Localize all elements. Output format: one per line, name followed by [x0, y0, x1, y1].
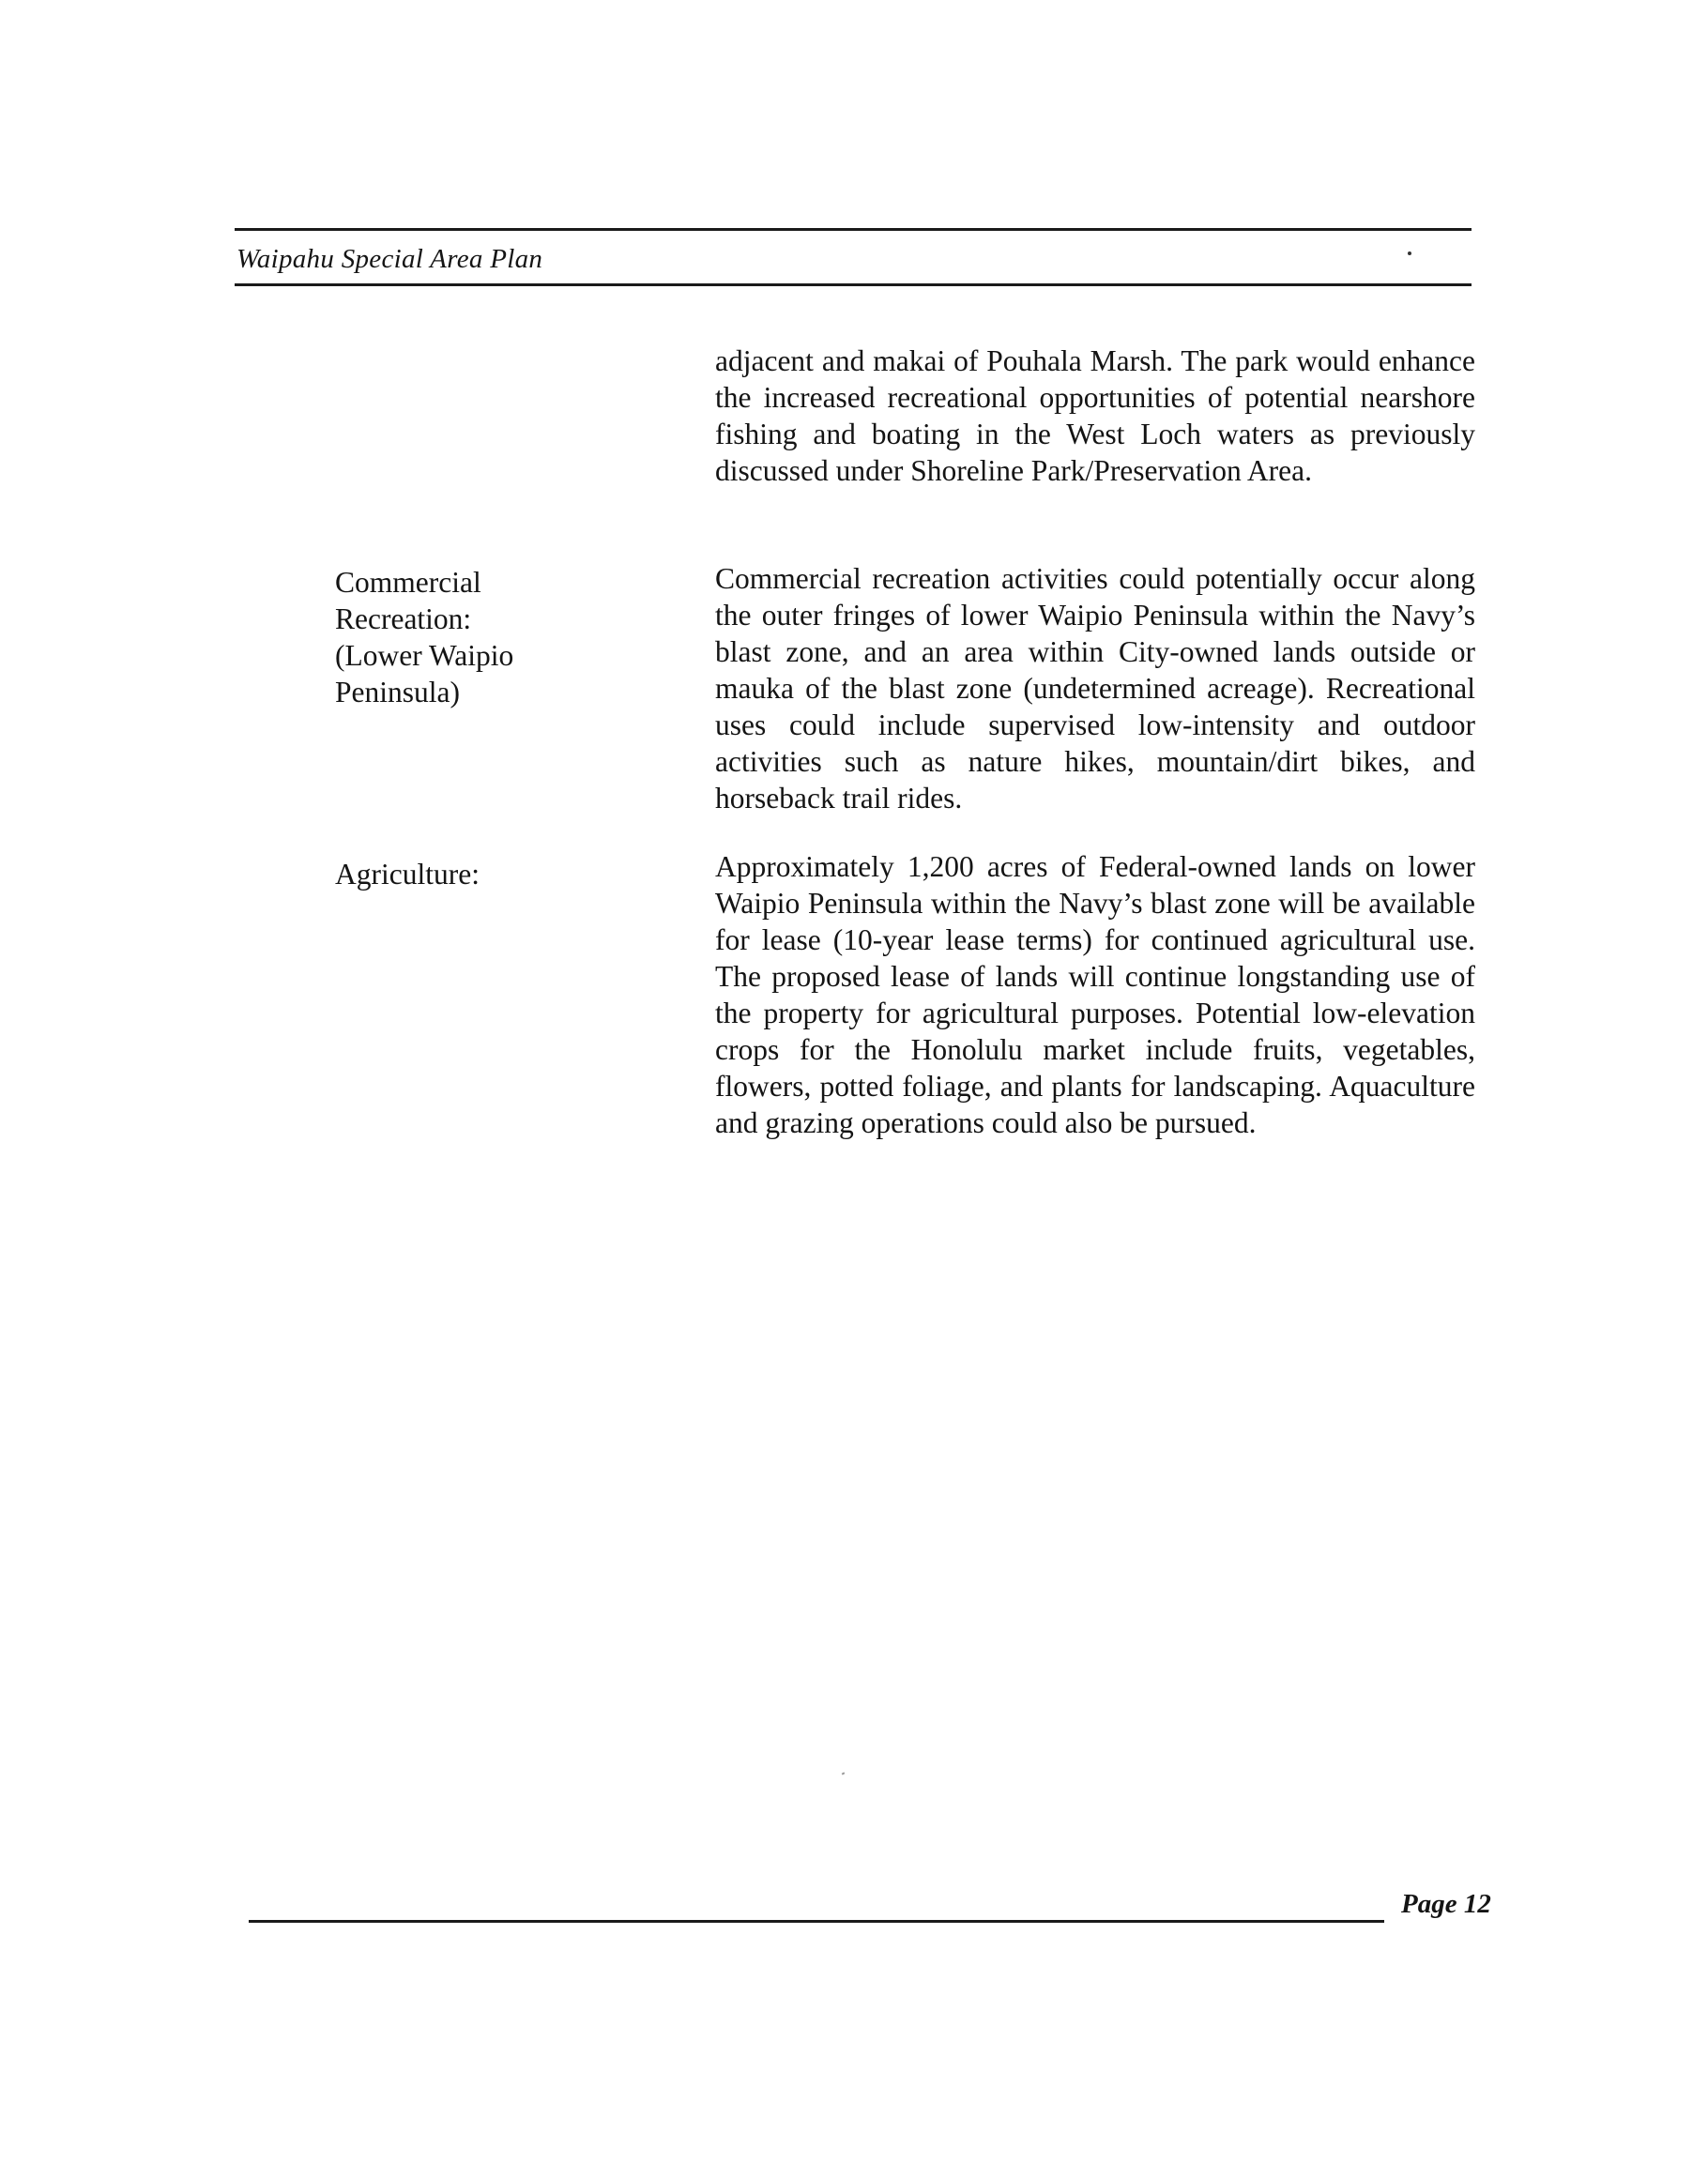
park-continuation-paragraph: adjacent and makai of Pouhala Marsh. The park would enhance the increased recreational opportunities of potential nearshore fishing and boating in the West Loch waters as previously discussed under Shoreline Park/Preservation Area. — [715, 344, 1475, 487]
page-number: Page 12 — [1401, 1889, 1491, 1919]
agriculture-label — [335, 856, 588, 892]
header-speck — [1408, 251, 1411, 255]
label-line: Peninsula) — [335, 676, 460, 708]
label-line: Recreation: — [335, 602, 472, 635]
label-line: Commercial — [335, 566, 481, 599]
label-line: (Lower Waipio — [335, 639, 514, 672]
footer-rule — [249, 1920, 1384, 1923]
scan-speck — [842, 1772, 846, 1774]
label-line: Agriculture: — [335, 858, 480, 891]
document-title: Waipahu Special Area Plan — [236, 244, 543, 274]
header-rule-top — [235, 228, 1472, 231]
header-rule-bottom — [235, 283, 1472, 286]
agriculture-paragraph: Approximately 1,200 acres of Federal-owned lands on lower Waipio Peninsula within the Navy’s blast zone will be available for lease (10-year lease terms) for continued agricultural use. The proposed lease of lands will continue longstanding use of the property for agricultural purposes. Potential low-elevation crops for the Honolulu market include fruits, vegetables, flowers, potted foliage, and plants for landscaping. Aquaculture and grazing operations could also be pursued. — [715, 850, 1475, 1139]
commercial-recreation-paragraph: Commercial recreation activities could potentially occur along the outer fringes of lower Waipio Peninsula within the Navy’s blast zone, and an area within City-owned lands outside or mauka of the blast zone (undetermined acreage). Recreational uses could include supervised low-intensity and outdoor activities such as nature hikes, mountain/dirt bikes, and horseback trail rides. — [715, 562, 1475, 815]
commercial-recreation-label — [335, 564, 588, 710]
